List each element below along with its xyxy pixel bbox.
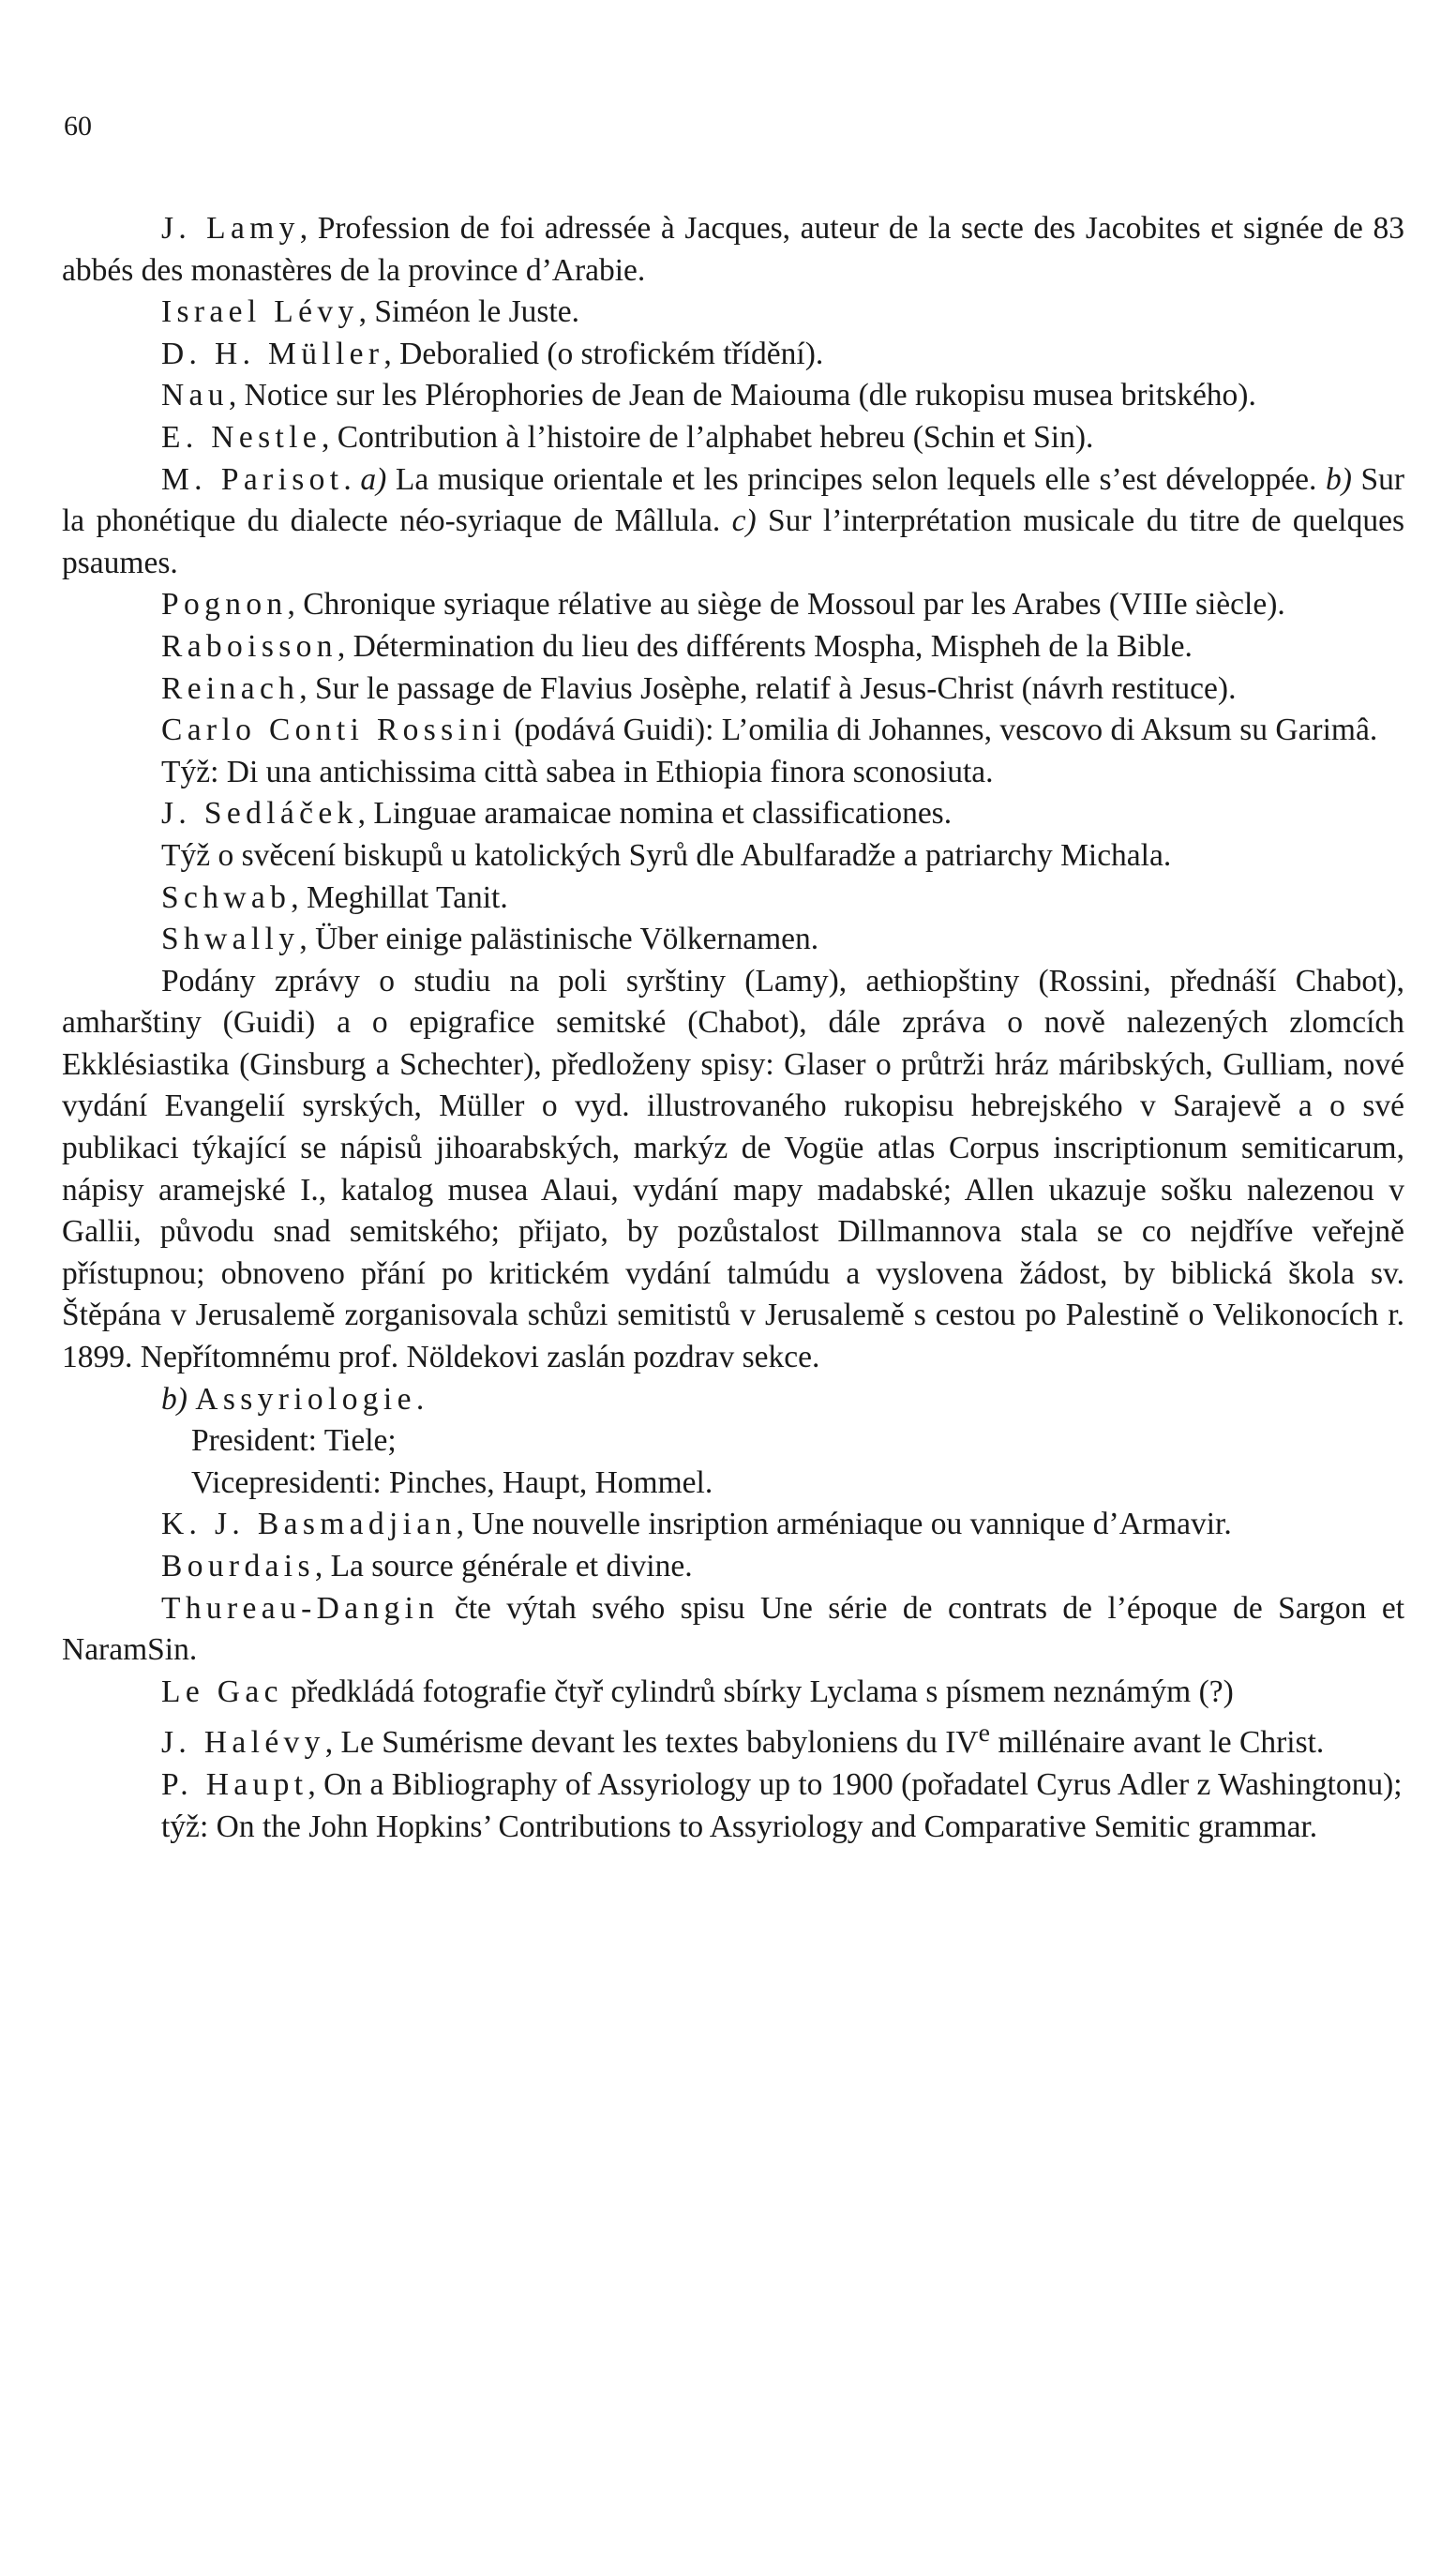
- author: Le Gac: [161, 1674, 283, 1709]
- author: týž: [161, 1809, 200, 1844]
- list-marker: b): [1325, 461, 1352, 497]
- entry-schwab: Schwab, Meghillat Tanit.: [161, 879, 508, 915]
- author: Thureau-Dangin: [161, 1590, 440, 1626]
- author: P. Haupt: [161, 1767, 308, 1803]
- entry-rossini: Carlo Conti Rossini (podává Guidi): L’omilia di Johannes, vescovo di Aksum su Garimâ.: [161, 713, 1378, 748]
- entry-levy: Israel Lévy, Siméon le Juste.: [161, 294, 579, 330]
- author: M. Parisot: [161, 461, 344, 497]
- author: D. H. Müller: [161, 336, 384, 371]
- author: Týž: [161, 837, 211, 873]
- entry-halevy: J. Halévy, Le Sumérisme devant les textes babyloniens du IVe millénaire avant le Christ.: [161, 1719, 1325, 1761]
- author: Týž: [161, 754, 211, 789]
- author: Bourdais: [161, 1549, 315, 1584]
- author: Carlo Conti Rossini: [161, 713, 507, 748]
- entry-nestle: E. Nestle, Contribution à l’histoire de l’alphabet hebreu (Schin et Sin).: [161, 419, 1094, 455]
- author: Reinach: [161, 670, 300, 706]
- list-marker: a): [360, 461, 387, 497]
- author: J. Lamy: [161, 211, 300, 246]
- entry-bourdais: Bourdais, La source générale et divine.: [161, 1549, 693, 1584]
- author: J. Halévy: [161, 1725, 325, 1761]
- author: Pognon: [161, 587, 288, 623]
- author: K. J. Basmadjian: [161, 1507, 457, 1542]
- entry-basmadjian: K. J. Basmadjian, Une nouvelle insription arméniaque ou vannique d’Armavir.: [161, 1507, 1232, 1542]
- entry-lamy: J. Lamy, Profession de foi adressée à Jacques, auteur de la secte des Jacobites et signée de 83 abbés des monastères de la province d’Arabie.: [62, 211, 1404, 288]
- entry-haupt: P. Haupt, On a Bibliography of Assyriology up to 1900 (pořadatel Cyrus Adler z Washingtonu);: [161, 1767, 1403, 1803]
- entry-tyz-1: Týž: Di una antichissima città sabea in Ethiopia finora sconosiuta.: [161, 754, 994, 789]
- president-line: President: Tiele;: [191, 1423, 397, 1459]
- author: J. Sedláček: [161, 796, 358, 832]
- entry-raboisson: Raboisson, Détermination du lieu des différents Mospha, Mispheh de la Bible.: [161, 628, 1193, 664]
- summary-paragraph: Podány zprávy o studiu na poli syrštiny (Lamy), aethiopštiny (Rossini, přednáší Chabot), amharštiny (Guidi) a o epigrafice semitské (Chabot), dále zpráva o nově nalezených zlomcích Ekklésiastika (Ginsburg a Schechter), předloženy spisy: Glaser o průtrži hráz máribských, Gulliam, nové vydání Evangelií syrských, Müller o vyd. illustrovaného rukopisu hebrejského v Sarajevě a o své publikaci týkající se nápisů jihoarabských, markýz de Vogüe atlas Corpus inscriptionum semiticarum, nápisy aramejské I., katalog musea Alaui, vydání mapy madabské; Allen ukazuje sošku nalezenou v Gallii, původu snad semitského; přijato, by pozůstalost Dillmannova stala se co nejdříve veřejně přístupnou; obnoveno přání po kritickém vydání talmúdu a vyslovena žádost, by biblická škola sv. Štěpána v Jerusalemě zorganisovala schůzi semitistů v Jerusalemě s cestou po Palestině o Velikonocích r. 1899. Nepřítomnému prof. Nöldekovi zaslán pozdrav sekce.: [62, 963, 1404, 1375]
- entry-pognon: Pognon, Chronique syriaque rélative au siège de Mossoul par les Arabes (VIIIe siècle).: [161, 587, 1285, 623]
- list-marker: c): [731, 503, 757, 539]
- author: Raboisson: [161, 628, 338, 664]
- entry-thureau-dangin: Thureau-Dangin čte výtah svého spisu Une série de contrats de l’époque de Sargon et NaramSin.: [62, 1590, 1404, 1668]
- page-number: 60: [64, 111, 92, 142]
- author: Israel Lévy: [161, 294, 359, 330]
- entry-parisot: M. Parisot. a) La musique orientale et les principes selon lequels elle s’est développée. b) Sur la phonétique du dialecte néo-syriaque de Mâllula. c) Sur l’interprétation musicale du titre de quelques psaumes.: [62, 461, 1404, 580]
- author: E. Nestle: [161, 419, 323, 455]
- author: Nau: [161, 378, 229, 413]
- list-marker: b): [161, 1381, 188, 1417]
- section-title: Assyriologie.: [195, 1381, 429, 1417]
- entry-reinach: Reinach, Sur le passage de Flavius Josèphe, relatif à Jesus-Christ (návrh restituce).: [161, 670, 1237, 706]
- entry-shwally: Shwally, Über einige palästinische Völkernamen.: [161, 922, 819, 957]
- author: Shwally: [161, 922, 300, 957]
- section-b-heading: [62, 1379, 1404, 1421]
- entry-sedlacek: J. Sedláček, Linguae aramaicae nomina et classificationes.: [161, 796, 953, 832]
- author: Schwab: [161, 879, 292, 915]
- vicepresidents-line: Vicepresidenti: Pinches, Haupt, Hommel.: [191, 1464, 713, 1500]
- entry-nau: Nau, Notice sur les Plérophories de Jean de Maiouma (dle rukopisu musea britského).: [161, 378, 1256, 413]
- entry-muller: D. H. Müller, Deboralied (o strofickém třídění).: [161, 336, 824, 371]
- entry-tyz-2: Týž o svěcení biskupů u katolických Syrů dle Abulfaradže a patriarchy Michala.: [161, 837, 1172, 873]
- entry-tyz-3: týž: On the John Hopkins’ Contributions to Assyriology and Comparative Semitic grammar.: [161, 1809, 1318, 1844]
- entry-le-gac: Le Gac předkládá fotografie čtyř cylindrů sbírky Lyclama s písmem neznámým (?): [161, 1674, 1234, 1709]
- body-text: [62, 208, 1404, 1848]
